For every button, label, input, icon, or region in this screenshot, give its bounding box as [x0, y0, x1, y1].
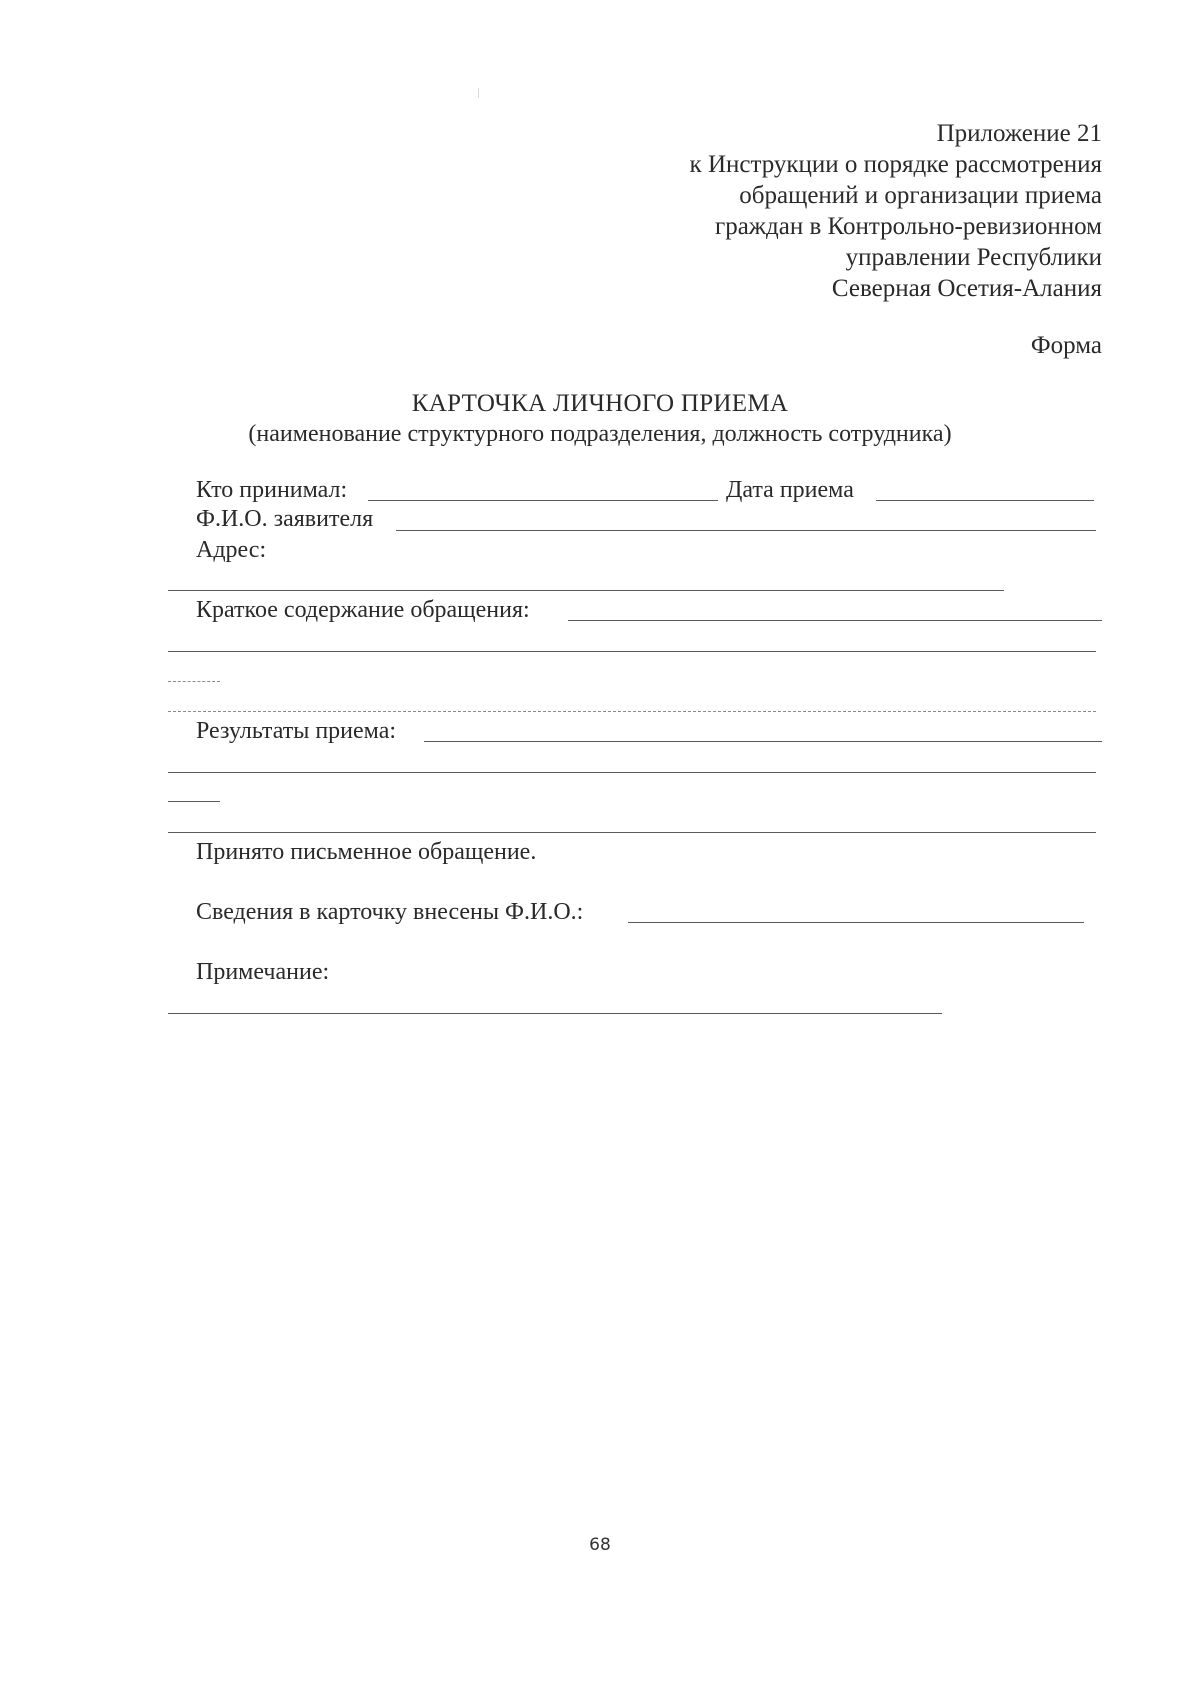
address-label: Адрес:	[196, 537, 267, 563]
appendix-header	[690, 118, 1102, 304]
results-line-1[interactable]	[424, 741, 1102, 742]
scan-artifact	[478, 88, 479, 98]
appendix-line-1: Приложение 21	[936, 120, 1102, 147]
results-line-2[interactable]	[168, 772, 1096, 773]
entered-by-label: Сведения в карточку внесены Ф.И.О.:	[196, 899, 584, 925]
note-line[interactable]	[168, 1013, 942, 1014]
received-by-line[interactable]	[368, 500, 718, 501]
summary-line-4[interactable]	[168, 711, 1096, 712]
card-title: КАРТОЧКА ЛИЧНОГО ПРИЕМА	[411, 390, 789, 417]
card-subtitle: (наименование структурного подразделения, должность сотрудника)	[248, 421, 952, 447]
appendix-line-6: Северная Осетия-Алания	[831, 275, 1102, 302]
written-accepted-text: Принято письменное обращение.	[196, 839, 537, 865]
entered-by-line[interactable]	[628, 922, 1084, 923]
appendix-line-5: управлении Республики	[845, 244, 1102, 271]
summary-line-2[interactable]	[168, 651, 1096, 652]
received-by-label: Кто принимал:	[196, 477, 348, 503]
results-line-4[interactable]	[168, 832, 1096, 833]
page-number: 68	[589, 1535, 611, 1555]
results-label: Результаты приема:	[196, 718, 397, 744]
summary-line-3[interactable]	[168, 681, 220, 682]
date-line[interactable]	[876, 500, 1094, 501]
results-line-3[interactable]	[168, 801, 220, 802]
note-label: Примечание:	[196, 959, 330, 985]
address-line[interactable]	[168, 590, 1004, 591]
applicant-name-line[interactable]	[396, 530, 1096, 531]
summary-label: Краткое содержание обращения:	[196, 597, 530, 623]
appendix-line-2: к Инструкции о порядке рассмотрения	[689, 151, 1102, 178]
appendix-line-3: обращений и организации приема	[739, 182, 1102, 209]
summary-line-1[interactable]	[568, 620, 1102, 621]
date-label: Дата приема	[726, 477, 854, 503]
applicant-name-label: Ф.И.О. заявителя	[196, 506, 374, 532]
form-label: Форма	[1030, 332, 1102, 359]
appendix-line-4: граждан в Контрольно-ревизионном	[714, 213, 1102, 240]
